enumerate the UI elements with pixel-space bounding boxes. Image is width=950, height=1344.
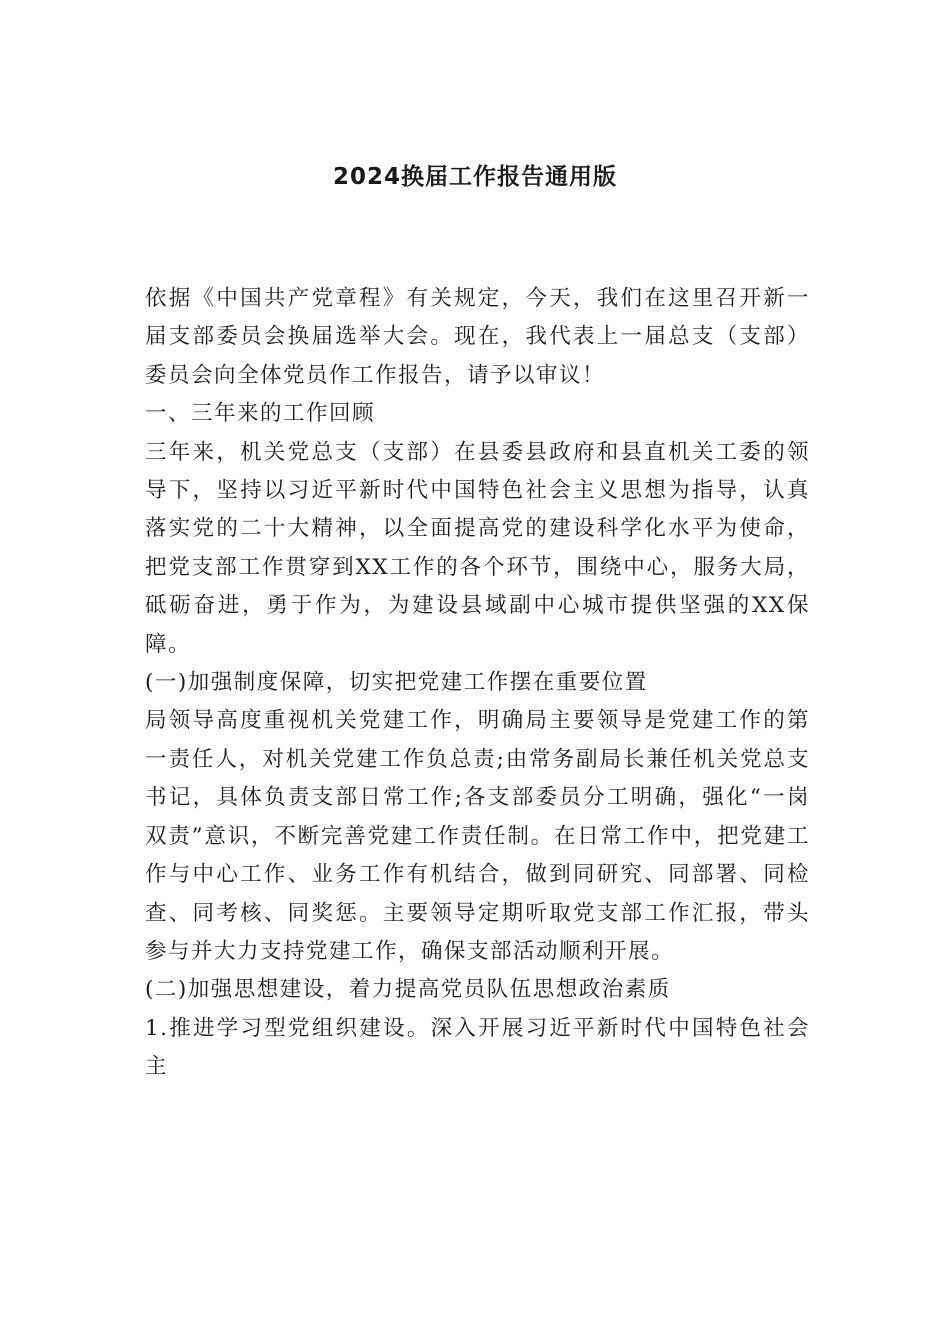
intro-paragraph: 依据《中国共产党章程》有关规定，今天，我们在这里召开新一届支部委员会换届选举大会。现在，我代表上一届总支（支部）委员会向全体党员作工作报告，请予以审议！	[145, 286, 810, 388]
review-paragraph: 三年来，机关党总支（支部）在县委县政府和县直机关工委的领导下，坚持以习近平新时代中国特色社会主义思想为指导，认真落实党的二十大精神，以全面提高党的建设科学化水平为使命，把党支部工作贯穿到XX工作的各个环节，围绕中心，服务大局，砥砺奋进，勇于作为，为建设县域副中心城市提供坚强的XX保障。	[145, 439, 810, 657]
document-title: 2024换届工作报告通用版	[332, 164, 617, 190]
learning-organization-paragraph: 1.推进学习型党组织建设。深入开展习近平新时代中国特色社会主	[145, 1015, 810, 1080]
system-guarantee-paragraph: 局领导高度重视机关党建工作，明确局主要领导是党建工作的第一责任人，对机关党建工作负总责;由常务副局长兼任机关党总支书记，具体负责支部日常工作;各支部委员分工明确，强化“一岗双责”意识，不断完善党建工作责任制。在日常工作中，把党建工作与中心工作、业务工作有机结合，做到同研究、同部署、同检查、同考核、同奖惩。主要领导定期听取党支部工作汇报，带头参与并大力支持党建工作，确保支部活动顺利开展。	[145, 708, 810, 964]
document-body	[145, 280, 810, 1087]
section-heading-review: 一、三年来的工作回顾	[145, 401, 376, 427]
subsection-heading-1: (一)加强制度保障，切实把党建工作摆在重要位置	[145, 670, 648, 696]
subsection-heading-2: (二)加强思想建设，着力提高党员队伍思想政治素质	[145, 977, 671, 1003]
